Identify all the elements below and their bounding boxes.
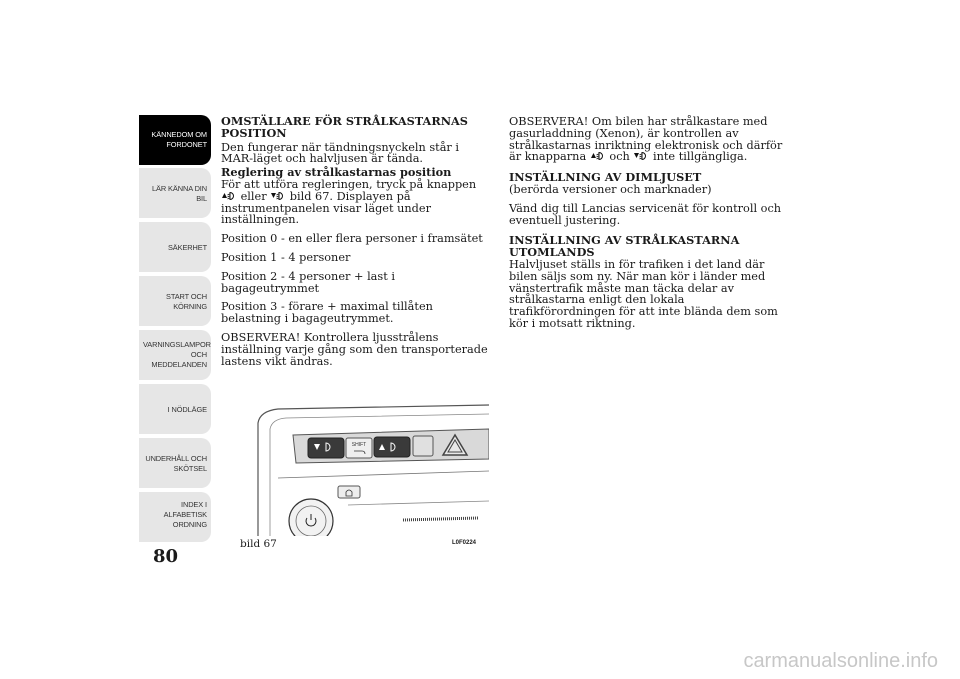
paragraph-regulation: För att utföra regleringen, tryck på knappen eller bild 67. Displayen på instrumentpanelen visar läget under inställningen.	[221, 177, 477, 227]
tab-sakerhet[interactable]: SÄKERHET	[139, 222, 211, 272]
headlight-down-icon	[270, 191, 286, 201]
note-beam-check: OBSERVERA! Kontrollera ljusstrålens inställning varje gång som den transporterade lastens vikt ändras.	[221, 330, 488, 368]
note-xenon: OBSERVERA! Om bilen har strålkastare med gasurladdning (Xenon), är kontrollen av strålkastarnas inriktning elektronisk och därför är knapparna och inte tillgängliga.	[509, 115, 783, 164]
headlight-up-icon	[221, 191, 237, 201]
paragraph-ignition: Den fungerar när tändningsnyckeln står i MAR-läget och halvljusen är tända.	[221, 140, 460, 166]
position-3: Position 3 - förare + maximal tillåten belastning i bagageutrymmet.	[221, 300, 433, 326]
fog-lights-subnote: (berörda versioner och marknader)	[509, 182, 712, 196]
paragraph-abroad: Halvljuset ställs in för trafiken i det land där bilen säljs som ny. När man kör i länder med vänstertrafik måste man täcka delar av strålkastarna enligt den lokala trafikförordningen för att inte blända dem som kör i motsatt riktning.	[509, 257, 778, 330]
paragraph-service: Vänd dig till Lancias servicenät för kontroll och eventuell justering.	[509, 201, 782, 227]
tab-i-nodlage[interactable]: I NÖDLÄGE	[139, 384, 211, 434]
dashboard-illustration	[238, 383, 489, 536]
tab-start-och-korning[interactable]: START OCH KÖRNING	[139, 276, 211, 326]
page-number: 80	[153, 546, 179, 567]
position-2: Position 2 - 4 personer + last i bagageutrymmet	[221, 269, 395, 295]
figure-caption: bild 67	[240, 538, 277, 550]
headlight-up-button[interactable]	[374, 437, 410, 457]
tab-index-i-alfabetisk-ordning[interactable]: INDEX I ALFABETISK ORDNING	[139, 492, 211, 542]
figure-dashboard-controls	[238, 383, 489, 536]
heading-abroad: INSTÄLLNING AV STRÅLKASTARNA UTOMLANDS	[509, 233, 740, 260]
watermark: carmanualsonline.info	[743, 650, 938, 672]
svg-text:SHIFT: SHIFT	[351, 442, 367, 448]
tab-underhall-och-skotsel[interactable]: UNDERHÅLL OCH SKÖTSEL	[139, 438, 211, 488]
tab-kannedom-om-fordonet[interactable]: KÄNNEDOM OM FORDONET	[139, 115, 211, 165]
subheading-regulation: Reglering av strålkastarnas position	[221, 165, 452, 180]
headlight-down-icon	[633, 151, 649, 161]
heading-fog-lights: INSTÄLLNING AV DIMLJUSET	[509, 170, 702, 185]
tab-lar-kanna-din-bil[interactable]: LÄR KÄNNA DIN BIL	[139, 168, 211, 218]
left-column	[221, 116, 493, 374]
shift-button[interactable]	[346, 438, 372, 458]
figure-code: L0F0224	[452, 540, 477, 546]
position-0: Position 0 - en eller flera personer i framsätet	[221, 232, 483, 246]
position-1: Position 1 - 4 personer	[221, 250, 351, 264]
tab-varningslampor-och-meddelanden[interactable]: VARNINGSLAMPOR OCH MEDDELANDEN	[139, 330, 211, 380]
right-column	[509, 116, 783, 337]
headlight-up-icon	[590, 151, 606, 161]
heading-headlight-switch: OMSTÄLLARE FÖR STRÅLKASTARNAS POSITION	[221, 114, 468, 140]
